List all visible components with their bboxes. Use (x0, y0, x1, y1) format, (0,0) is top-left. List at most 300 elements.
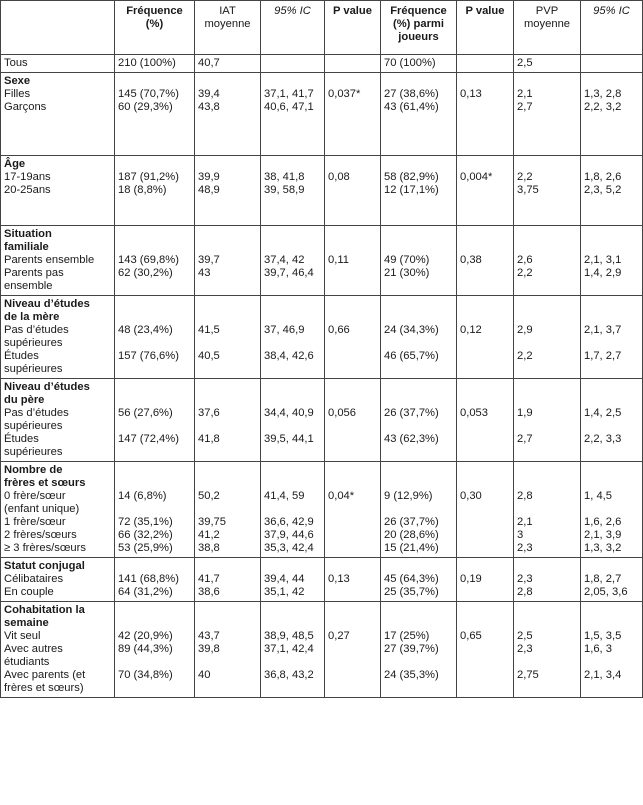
cell-label (1, 462, 115, 558)
cell-line: 24 (34,3%) (384, 324, 439, 336)
header-line: (%) parmi (393, 18, 444, 30)
spacer-line (4, 140, 111, 153)
cell-line: 2,1, 3,4 (584, 669, 622, 681)
spacer-line (460, 477, 510, 490)
spacer-line (198, 503, 257, 516)
spacer-line (384, 477, 453, 490)
cell-iat (195, 73, 261, 156)
group-title: Sexe (4, 75, 31, 87)
header-line: joueurs (398, 31, 439, 43)
cell-p-value-2 (457, 73, 514, 156)
cell-line: 41,7 (198, 573, 220, 585)
cell-frequence (115, 226, 195, 296)
cell-line: Garçons (4, 101, 47, 113)
cell-line: 1 frère/sœur (4, 516, 66, 528)
cell-pvp (514, 73, 581, 156)
cell-line: supérieures (4, 420, 63, 432)
cell-frequence (115, 462, 195, 558)
spacer-line (118, 75, 191, 88)
spacer-line (460, 75, 510, 88)
spacer-line (460, 228, 510, 241)
spacer-line (584, 617, 639, 630)
cell-line: 2,7 (517, 433, 533, 445)
cell-line: ensemble (4, 280, 53, 292)
spacer-line (118, 158, 191, 171)
table-row-situation-familiale (1, 226, 643, 296)
cell-p-value (325, 296, 381, 379)
spacer-line (384, 381, 453, 394)
cell-line: 2,2, 3,2 (584, 101, 622, 113)
table-row-tous (1, 55, 643, 73)
header-cell-frequence (115, 1, 195, 55)
cell-p-value (325, 602, 381, 698)
spacer-line (264, 617, 321, 630)
spacer-line (264, 560, 321, 573)
spacer-line (517, 656, 577, 669)
spacer-line (460, 158, 510, 171)
cell-line: 35,1, 42 (264, 586, 305, 598)
spacer-line (198, 477, 257, 490)
cell-line: 34,4, 40,9 (264, 407, 314, 419)
group-title: frères et sœurs (4, 477, 86, 489)
cell-line: supérieures (4, 337, 63, 349)
cell-frequence-joueurs (381, 156, 457, 226)
cell-line: 37,4, 42 (264, 254, 305, 266)
cell-line: Célibataires (4, 573, 64, 585)
cell-ic (261, 156, 325, 226)
spacer-line (118, 140, 191, 153)
spacer-line (584, 381, 639, 394)
cell-frequence-joueurs (381, 462, 457, 558)
spacer-line (328, 311, 377, 324)
cell-p-value (325, 226, 381, 296)
cell-line: 0,053 (460, 407, 488, 419)
cell-line: 157 (76,6%) (118, 350, 179, 362)
cell-ic (261, 55, 325, 73)
cell-p-value-2 (457, 156, 514, 226)
cell-frequence (115, 296, 195, 379)
spacer-line (584, 337, 639, 350)
cell-ic-2 (581, 379, 643, 462)
cell-line: 143 (69,8%) (118, 254, 179, 266)
spacer-line (118, 617, 191, 630)
cell-line: 2,3 (517, 573, 533, 585)
cell-line: Études (4, 433, 39, 445)
cell-line: 46 (65,7%) (384, 350, 439, 362)
spacer-line (517, 311, 577, 324)
spacer-line (328, 464, 377, 477)
spacer-line (198, 656, 257, 669)
cell-p-value (325, 73, 381, 156)
cell-line: 27 (38,6%) (384, 88, 439, 100)
spacer-line (384, 604, 453, 617)
spacer-line (118, 394, 191, 407)
cell-line: 1,6, 2,6 (584, 516, 622, 528)
table-row-cohabitation (1, 602, 643, 698)
spacer-line (4, 114, 111, 127)
cell-pvp (514, 379, 581, 462)
spacer-line (517, 464, 577, 477)
cell-line: 39,7 (198, 254, 220, 266)
cell-p-value-2 (457, 226, 514, 296)
cell-line: 0,12 (460, 324, 482, 336)
cell-p-value (325, 156, 381, 226)
cell-pvp (514, 226, 581, 296)
spacer-line (460, 311, 510, 324)
cell-pvp: 2,5 (514, 55, 581, 73)
spacer-line (384, 394, 453, 407)
cell-frequence-joueurs: 70 (100%) (381, 55, 457, 73)
cell-line: 48,9 (198, 184, 220, 196)
cell-pvp (514, 558, 581, 602)
spacer-line (264, 604, 321, 617)
cell-line: 2,3, 5,2 (584, 184, 622, 196)
header-cell-p-value (325, 1, 381, 55)
cell-line: 50,2 (198, 490, 220, 502)
header-line: P value (465, 5, 505, 17)
spacer-line (118, 560, 191, 573)
cell-line: 0,27 (328, 630, 350, 642)
cell-ic-2 (581, 558, 643, 602)
spacer-line (198, 604, 257, 617)
cell-line: Avec parents (et (4, 669, 86, 681)
spacer-line (384, 420, 453, 433)
spacer-line (328, 560, 377, 573)
cell-label: Tous (1, 55, 115, 73)
spacer-line (328, 75, 377, 88)
cell-line: 2,2 (517, 171, 533, 183)
spacer-line (118, 337, 191, 350)
spacer-line (198, 381, 257, 394)
cell-frequence (115, 73, 195, 156)
header-line: IAT (219, 5, 236, 17)
header-line: Fréquence (390, 5, 447, 17)
header-line: (%) (145, 18, 164, 30)
cell-line: 17 (25%) (384, 630, 430, 642)
cell-line: 0,08 (328, 171, 350, 183)
table-row-etudes-mere (1, 296, 643, 379)
cell-line: 0,004* (460, 171, 493, 183)
spacer-line (384, 298, 453, 311)
cell-line: Avec autres (4, 643, 63, 655)
cell-line: 35,3, 42,4 (264, 542, 314, 554)
spacer-line (517, 337, 577, 350)
header-cell-ic (261, 1, 325, 55)
table-row-statut-conjugal (1, 558, 643, 602)
cell-line: 41,2 (198, 529, 220, 541)
table-row-age (1, 156, 643, 226)
spacer-line (584, 311, 639, 324)
spacer-line (460, 617, 510, 630)
cell-line: 24 (35,3%) (384, 669, 439, 681)
cell-line: 2,2 (517, 350, 533, 362)
spacer-line (118, 604, 191, 617)
cell-line: 2,6 (517, 254, 533, 266)
group-title: Statut conjugal (4, 560, 85, 572)
group-title: Cohabitation la (4, 604, 85, 616)
cell-line: 45 (64,3%) (384, 573, 439, 585)
spacer-line (517, 298, 577, 311)
cell-line: 40,6, 47,1 (264, 101, 314, 113)
cell-p-value (325, 462, 381, 558)
header-cell-p-value-2 (457, 1, 514, 55)
spacer-line (584, 656, 639, 669)
cell-line: 26 (37,7%) (384, 407, 439, 419)
cell-line: 187 (91,2%) (118, 171, 179, 183)
spacer-line (584, 228, 639, 241)
spacer-line (517, 228, 577, 241)
cell-line: 37,1, 41,7 (264, 88, 314, 100)
spacer-line (118, 311, 191, 324)
cell-frequence-joueurs (381, 73, 457, 156)
spacer-line (328, 477, 377, 490)
spacer-line (384, 560, 453, 573)
cell-line: 1,4, 2,5 (584, 407, 622, 419)
cell-line: 43 (62,3%) (384, 433, 439, 445)
cell-line: 38,6 (198, 586, 220, 598)
cell-line: Parents ensemble (4, 254, 95, 266)
spacer-line (384, 464, 453, 477)
header-line: moyenne (204, 18, 251, 30)
cell-line: 2,7 (517, 101, 533, 113)
cell-line: 37, 46,9 (264, 324, 305, 336)
spacer-line (198, 464, 257, 477)
cell-line: 36,6, 42,9 (264, 516, 314, 528)
spacer-line (198, 337, 257, 350)
cell-pvp (514, 462, 581, 558)
cell-line: 1, 4,5 (584, 490, 612, 502)
cell-line: 1,3, 2,8 (584, 88, 622, 100)
spacer-line (584, 241, 639, 254)
spacer-line (328, 228, 377, 241)
group-title: Niveau d’études (4, 298, 90, 310)
spacer-line (584, 420, 639, 433)
spacer-line (517, 503, 577, 516)
cell-p-value-2 (457, 55, 514, 73)
cell-p-value-2 (457, 296, 514, 379)
spacer-line (328, 241, 377, 254)
group-title: Situation (4, 228, 52, 240)
spacer-line (384, 617, 453, 630)
cell-line: 39,9 (198, 171, 220, 183)
header-line: PVP (535, 5, 559, 17)
spacer-line (264, 477, 321, 490)
spacer-line (264, 158, 321, 171)
cell-line: 2,3 (517, 643, 533, 655)
spacer-line (198, 75, 257, 88)
header-line: P value (333, 5, 372, 17)
spacer-line (198, 394, 257, 407)
spacer-line (328, 604, 377, 617)
cell-line: 1,5, 3,5 (584, 630, 622, 642)
spacer-line (264, 311, 321, 324)
cell-frequence (115, 602, 195, 698)
cell-line: 42 (20,9%) (118, 630, 173, 642)
spacer-line (584, 503, 639, 516)
cell-line: 1,3, 3,2 (584, 542, 622, 554)
cell-line: 18 (8,8%) (118, 184, 167, 196)
spacer-line (584, 158, 639, 171)
cell-line: 1,7, 2,7 (584, 350, 622, 362)
cell-iat (195, 226, 261, 296)
spacer-line (517, 477, 577, 490)
spacer-line (264, 75, 321, 88)
cell-line: 141 (68,8%) (118, 573, 179, 585)
cell-line: 39,8 (198, 643, 220, 655)
cell-label (1, 73, 115, 156)
cell-ic (261, 602, 325, 698)
cell-line: 2,3 (517, 542, 533, 554)
spacer-line (264, 420, 321, 433)
spacer-line (384, 337, 453, 350)
cell-pvp (514, 602, 581, 698)
cell-line: 27 (39,7%) (384, 643, 439, 655)
spacer-line (517, 158, 577, 171)
cell-label (1, 296, 115, 379)
cell-line: 2,8 (517, 586, 533, 598)
cell-line: 2,05, 3,6 (584, 586, 628, 598)
cell-ic-2 (581, 226, 643, 296)
spacer-line (4, 127, 111, 140)
cell-line: 62 (30,2%) (118, 267, 173, 279)
cell-line: 58 (82,9%) (384, 171, 439, 183)
spacer-line (384, 75, 453, 88)
cell-line: 56 (27,6%) (118, 407, 173, 419)
cell-line: Pas d’études (4, 407, 69, 419)
cell-ic-2 (581, 73, 643, 156)
cell-p-value-2 (457, 602, 514, 698)
cell-line: 2,75 (517, 669, 539, 681)
cell-frequence-joueurs (381, 602, 457, 698)
cell-line: 39,4 (198, 88, 220, 100)
spacer-line (118, 381, 191, 394)
spacer-line (517, 394, 577, 407)
cell-line: (enfant unique) (4, 503, 80, 515)
spacer-line (517, 381, 577, 394)
cell-p-value (325, 55, 381, 73)
cell-line: 38,4, 42,6 (264, 350, 314, 362)
cell-line: 72 (35,1%) (118, 516, 173, 528)
cell-frequence (115, 379, 195, 462)
cell-line: 2,2, 3,3 (584, 433, 622, 445)
cell-iat (195, 296, 261, 379)
cell-line: 39, 58,9 (264, 184, 305, 196)
spacer-line (198, 420, 257, 433)
cell-line: 41,5 (198, 324, 220, 336)
cell-line: 0,04* (328, 490, 355, 502)
cell-frequence-joueurs (381, 558, 457, 602)
spacer-line (384, 241, 453, 254)
header-cell-ic-2 (581, 1, 643, 55)
cell-frequence-joueurs (381, 379, 457, 462)
cell-line: 2,1, 3,9 (584, 529, 622, 541)
cell-ic-2 (581, 462, 643, 558)
cell-ic (261, 226, 325, 296)
cell-line: 39,5, 44,1 (264, 433, 314, 445)
spacer-line (264, 298, 321, 311)
cell-line: 38,8 (198, 542, 220, 554)
cell-line: 43,7 (198, 630, 220, 642)
cell-line: 1,8, 2,6 (584, 171, 622, 183)
group-title: familiale (4, 241, 49, 253)
header-cell-pvp (514, 1, 581, 55)
cell-line: 14 (6,8%) (118, 490, 167, 502)
cell-label (1, 156, 115, 226)
spacer-line (584, 604, 639, 617)
spacer-line (384, 311, 453, 324)
cell-label (1, 602, 115, 698)
cell-line: 2,1, 3,7 (584, 324, 622, 336)
spacer-line (118, 298, 191, 311)
cell-line: 36,8, 43,2 (264, 669, 314, 681)
cell-line: 1,9 (517, 407, 533, 419)
spacer-line (198, 241, 257, 254)
cell-line: 37,9, 44,6 (264, 529, 314, 541)
group-title: du père (4, 394, 45, 406)
cell-frequence-joueurs (381, 226, 457, 296)
spacer-line (118, 477, 191, 490)
header-cell-label (1, 1, 115, 55)
cell-line: 2,5 (517, 630, 533, 642)
cell-line: 1,8, 2,7 (584, 573, 622, 585)
cell-line: 1,4, 2,9 (584, 267, 622, 279)
cell-line: 40,5 (198, 350, 220, 362)
cell-line: 2,9 (517, 324, 533, 336)
cell-line: 17-19ans (4, 171, 51, 183)
cell-label (1, 379, 115, 462)
cell-iat (195, 156, 261, 226)
cell-line: 41,4, 59 (264, 490, 305, 502)
spacer-line (384, 158, 453, 171)
cell-line: 0,66 (328, 324, 350, 336)
cell-iat: 40,7 (195, 55, 261, 73)
header-line: Fréquence (126, 5, 183, 17)
table-row-etudes-pere (1, 379, 643, 462)
cell-line: 0 frère/sœur (4, 490, 66, 502)
table-row-sexe (1, 73, 643, 156)
cell-line: 43,8 (198, 101, 220, 113)
cell-ic (261, 379, 325, 462)
cell-line: 2,1 (517, 88, 533, 100)
cell-line: 145 (70,7%) (118, 88, 179, 100)
cell-ic (261, 462, 325, 558)
spacer-line (517, 75, 577, 88)
cell-line: 147 (72,4%) (118, 433, 179, 445)
cell-ic-2 (581, 602, 643, 698)
cell-line: 0,38 (460, 254, 482, 266)
spacer-line (584, 560, 639, 573)
spacer-line (460, 381, 510, 394)
cell-line: 64 (31,2%) (118, 586, 173, 598)
header-line: moyenne (523, 18, 571, 30)
spacer-line (118, 464, 191, 477)
cell-iat (195, 602, 261, 698)
header-cell-iat (195, 1, 261, 55)
spacer-line (328, 394, 377, 407)
spacer-line (584, 75, 639, 88)
spacer-line (584, 477, 639, 490)
spacer-line (4, 210, 111, 223)
cell-line: 12 (17,1%) (384, 184, 439, 196)
cell-frequence (115, 156, 195, 226)
cell-line: Vit seul (4, 630, 41, 642)
cell-line: 2,1 (517, 516, 533, 528)
cell-line: Études (4, 350, 39, 362)
cell-ic-2 (581, 296, 643, 379)
cell-p-value (325, 379, 381, 462)
cell-line: 20 (28,6%) (384, 529, 439, 541)
spacer-line (584, 464, 639, 477)
